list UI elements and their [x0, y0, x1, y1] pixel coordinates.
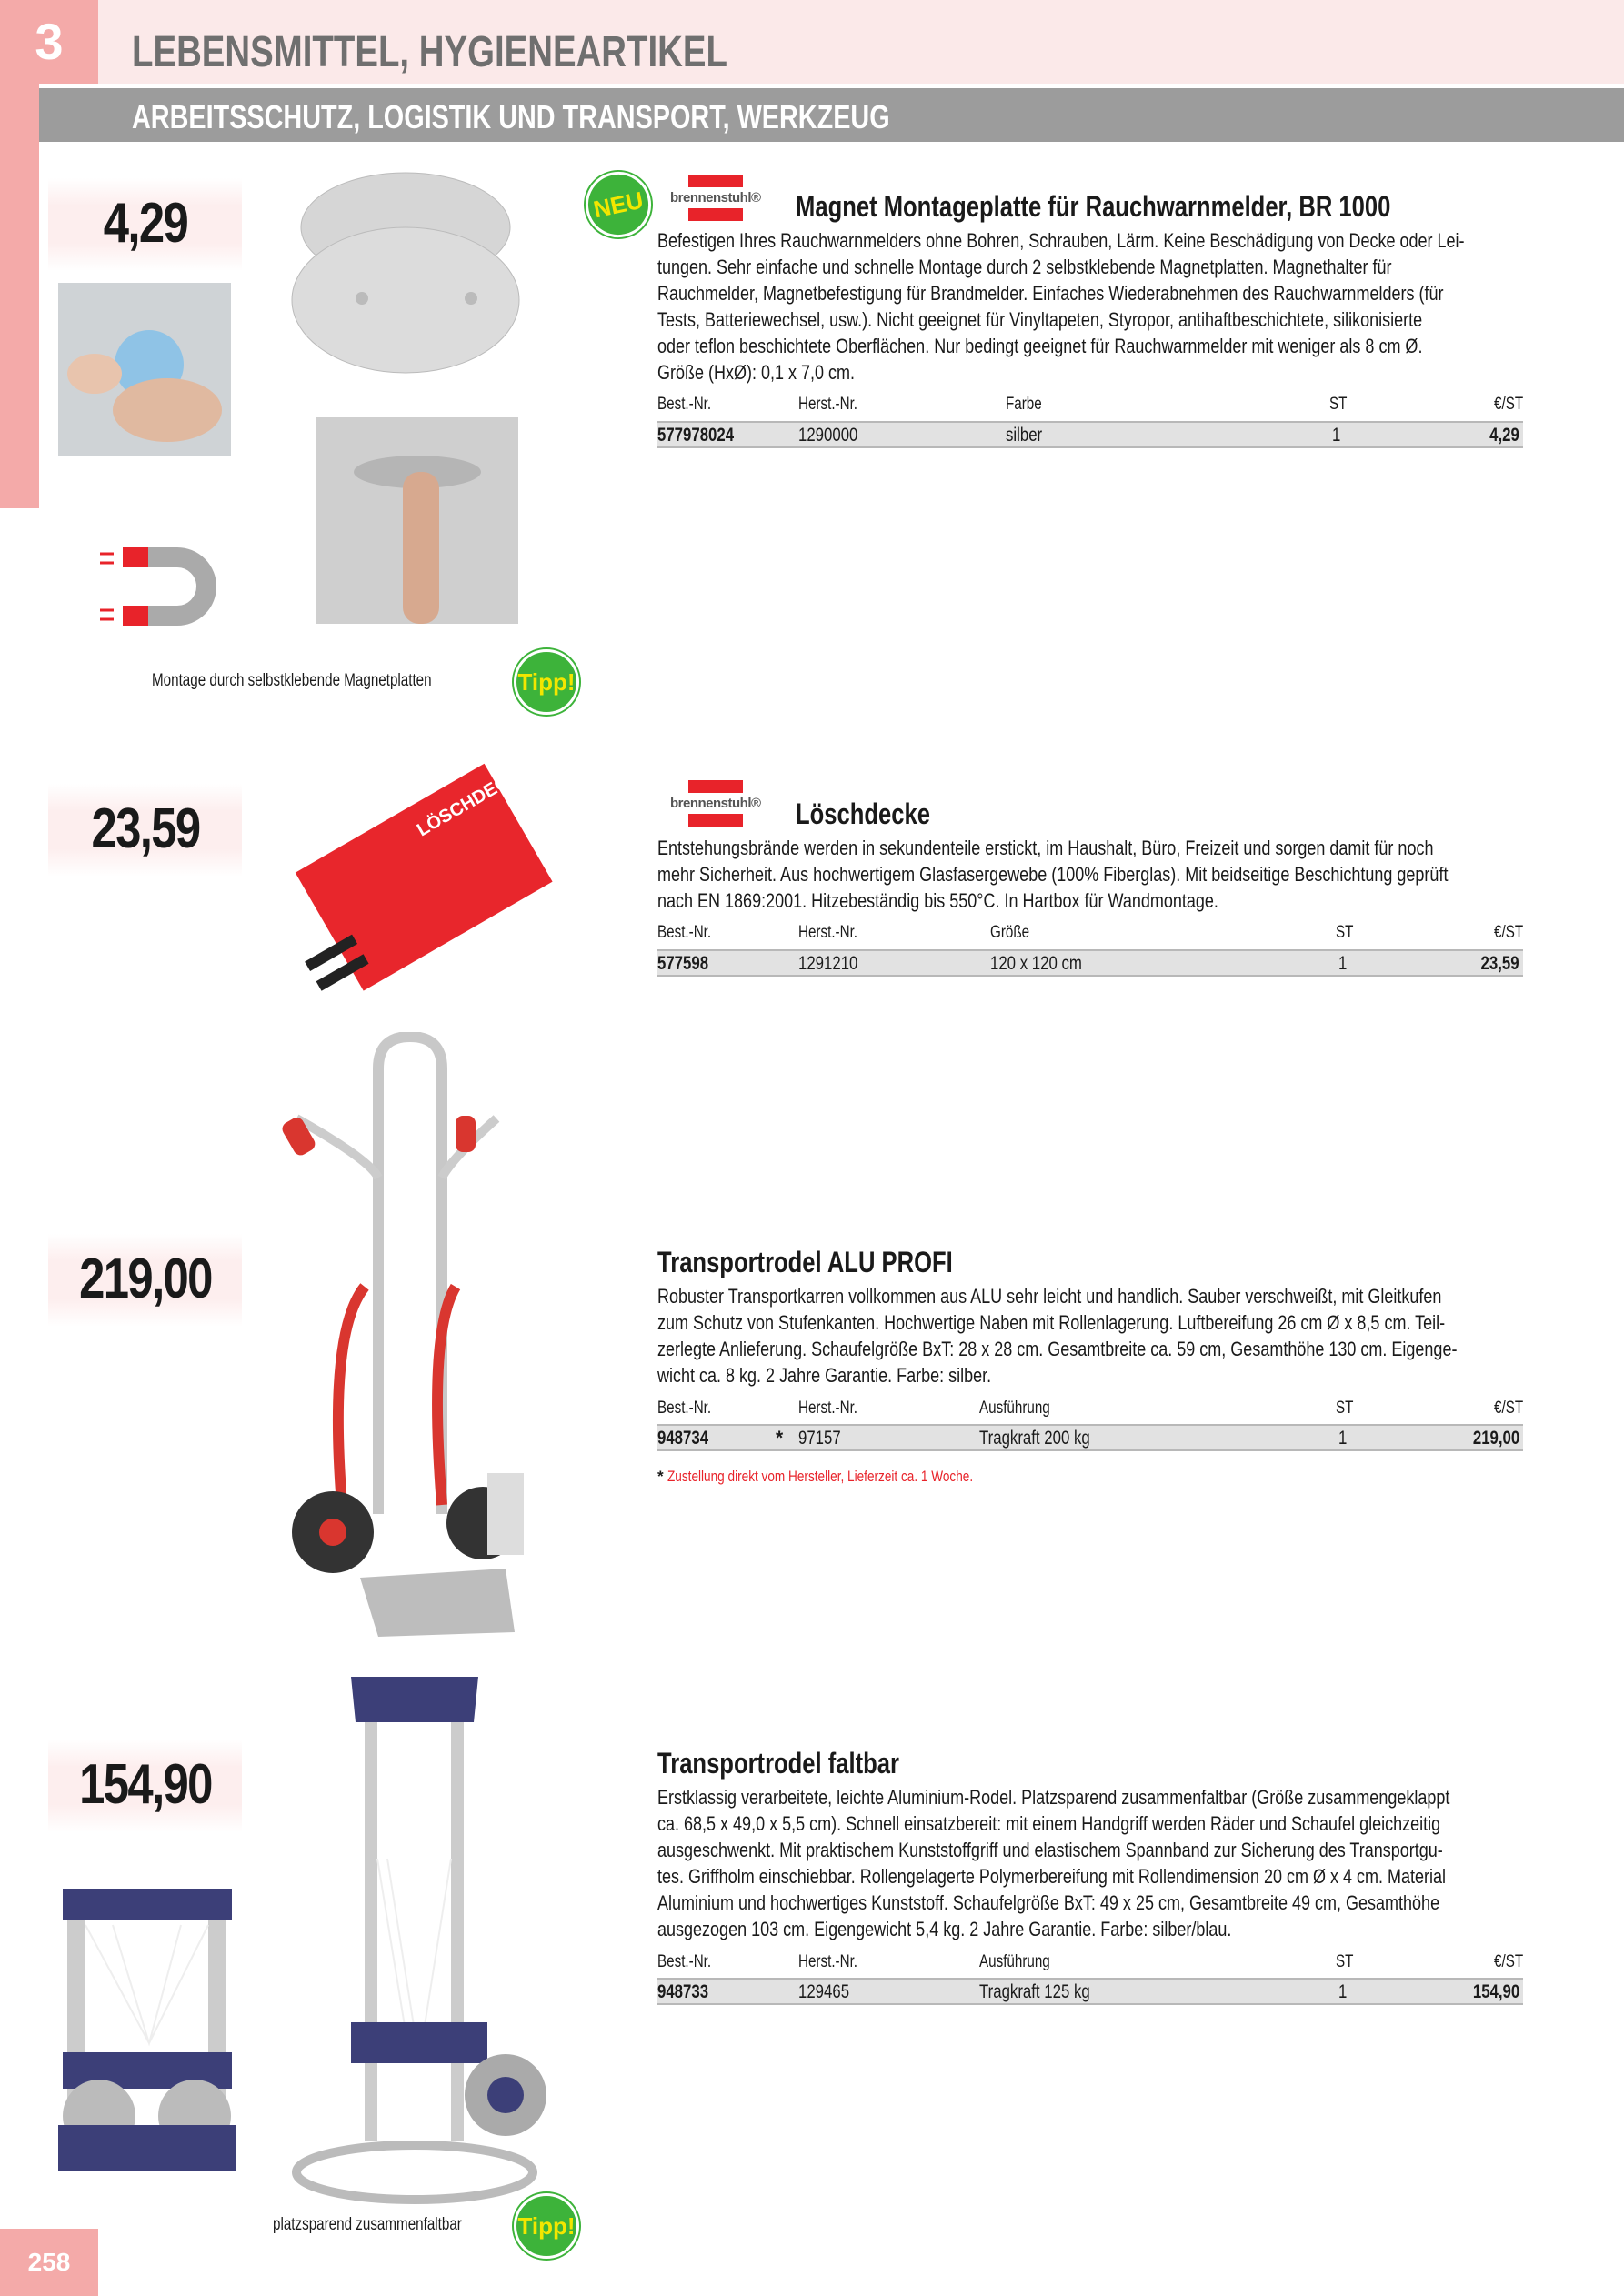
- new-badge: NEU: [579, 165, 657, 243]
- product-title: Transportrodel ALU PROFI: [657, 1246, 953, 1278]
- chapter-number: 3: [0, 0, 98, 84]
- image-caption: Montage durch selbstklebende Magnetplatten: [152, 671, 432, 690]
- table-row[interactable]: 577598 1291210 120 x 120 cm 1 23,59: [657, 949, 1523, 977]
- page-number: 258: [0, 2229, 98, 2296]
- side-strip: [0, 84, 39, 508]
- fire-blanket-image: [264, 758, 573, 1049]
- delivery-marker: *: [776, 1428, 784, 1449]
- price-box: [48, 784, 242, 877]
- ceiling-mount-photo: [316, 417, 518, 624]
- product-title: Magnet Montageplatte für Rauchwarnmelder, BR 1000: [796, 190, 1391, 223]
- hand-truck-alu-image: [278, 1032, 533, 1641]
- footnote: * Zustellung direkt vom Hersteller, Lieferzeit ca. 1 Woche.: [657, 1468, 974, 1485]
- chapter-title: LEBENSMITTEL, HYGIENEARTIKEL: [132, 28, 727, 76]
- image-caption: platzsparend zusammenfaltbar: [273, 2215, 462, 2234]
- table-row[interactable]: 948734 * 97157 Tragkraft 200 kg 1 219,00: [657, 1424, 1523, 1451]
- product-title: Löschdecke: [796, 797, 930, 830]
- price: 219,00: [79, 1248, 212, 1310]
- price-box: [48, 1234, 242, 1327]
- price: 23,59: [91, 797, 200, 860]
- fire-blanket-label: LÖSCHDECKE: [413, 759, 535, 841]
- tip-badge: Tipp!: [514, 649, 579, 715]
- hand-mounting-photo: [58, 283, 231, 456]
- table-header: Best.-Nr. Herst.-Nr. Ausführung ST €/ST: [657, 1399, 1523, 1418]
- product-description: Erstklassig verarbeitete, leichte Aluminium-Rodel. Platzsparend zusammenfaltbar (Größe zusammengeklappt ca. 68,5 x 49,0 x 5,5 cm). Schnell einsatzbereit: mit einem Handgriff werden Räder und Schaufel gleichzeitig ausgeschwenkt. Mit praktischem Kunststoffgriff und elastischem Spannband zur Sicherung des Transportgu- tes. Griffholm einschiebbar. Rollengelagerte Polymerbereifung mit Rollendimension 20 cm Ø x 4 cm. Material Aluminium und hochwertiges Kunststoff. Schaufelgröße BxT: 49 x 25 cm, Gesamtbreite 49 cm, Gesamthöhe ausgezogen 103 cm. Eigengewicht 5,4 kg. 2 Jahre Garantie. Farbe: silber/blau.: [657, 1786, 1450, 1940]
- brand-logo: brennenstuhl®: [670, 780, 776, 827]
- table-header: Best.-Nr. Herst.-Nr. Größe ST €/ST: [657, 923, 1523, 942]
- table-row[interactable]: 948733 129465 Tragkraft 125 kg 1 154,90: [657, 1978, 1523, 2005]
- folded-hand-truck-image: [58, 1889, 236, 2191]
- product-title: Transportrodel faltbar: [657, 1747, 899, 1780]
- product-description: Befestigen Ihres Rauchwarnmelders ohne Bohren, Schrauben, Lärm. Keine Beschädigung von Decke oder Lei- tungen. Sehr einfache und schnelle Montage durch 2 selbstklebende Magnetplatten. Magnethalter für Rauchmelder, Magnetbefestigung für Brandmelder. Einfaches Wiederabnehmen des Rauchwarnmelders (für Tests, Batteriewechsel, usw.). Nicht geeignet für Vinyltapeten, Styropor, antihaftbeschichtete, silikonisierte oder teflon beschichtete Oberflächen. Nur bedingt geeignet für Rauchwarnmelder mit weniger als 8 cm Ø. Größe (HxØ): 0,1 x 7,0 cm.: [657, 229, 1465, 384]
- table-header: Best.-Nr. Herst.-Nr. Ausführung ST €/ST: [657, 1952, 1523, 1971]
- price: 4,29: [103, 192, 188, 255]
- price-box: [48, 1740, 242, 1832]
- folding-hand-truck-image: [278, 1677, 560, 2204]
- price: 154,90: [79, 1753, 212, 1816]
- product-description: Entstehungsbrände werden in sekundenteile erstickt, im Haushalt, Büro, Freizeit und sorgen damit für noch mehr Sicherheit. Aus hochwertigem Glasfasergewebe (100% Fiberglas). Mit beidseitige Beschichtung geprüft nach EN 1869:2001. Hitzebeständig bis 550°C. In Hartbox für Wandmontage.: [657, 837, 1449, 912]
- magnet-icon: [95, 545, 223, 628]
- table-header: Best.-Nr. Herst.-Nr. Farbe ST €/ST: [657, 395, 1523, 414]
- magnet-plates-image: [278, 164, 533, 382]
- tip-badge: Tipp!: [514, 2193, 579, 2259]
- table-row[interactable]: 577978024 1290000 silber 1 4,29: [657, 421, 1523, 448]
- section-title: ARBEITSSCHUTZ, LOGISTIK UND TRANSPORT, WERKZEUG: [132, 98, 890, 135]
- price-box: [48, 178, 242, 271]
- brand-logo: brennenstuhl®: [670, 175, 776, 221]
- product-description: Robuster Transportkarren vollkommen aus ALU sehr leicht und handlich. Sauber verschweißt, mit Gleitkufen zum Schutz von Stufenkanten. Hochwertige Naben mit Rollenlagerung. Luftbereifung 26 cm Ø x 8,5 cm. Teil- zerlegte Anlieferung. Schaufelgröße BxT: 28 x 28 cm. Gesamtbreite ca. 59 cm, Gesamthöhe 130 cm. Eigenge- wicht ca. 8 kg. 2 Jahre Garantie. Farbe: silber.: [657, 1285, 1458, 1387]
